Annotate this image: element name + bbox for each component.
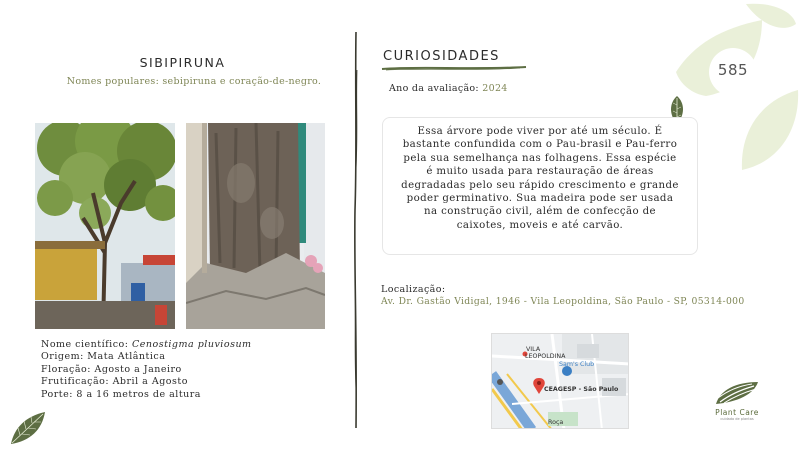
tree-title: SIBIPIRUNA: [139, 55, 226, 70]
evaluation-year: [389, 83, 508, 94]
evaluation-value: 2024: [482, 83, 508, 94]
curiosities-box: [382, 117, 698, 255]
curiosities-title: CURIOSIDADES: [383, 49, 500, 64]
map-label-sams-club: Sam's Club: [559, 361, 595, 368]
brand-name: Plant Care: [715, 408, 759, 417]
location-address[interactable]: Av. Dr. Gastão Vidigal, 1946 - Vila Leopoldina, São Paulo - SP, 05314-000: [381, 296, 745, 307]
species-specs: [41, 339, 252, 401]
origin-row: Origem: Mata Atlântica: [41, 351, 166, 363]
map-label-ceagesp: CEAGESP - São Paulo: [544, 386, 619, 393]
text-line: bastante confundida com o Pau-brasil e Pau-ferro: [402, 139, 678, 151]
tree-number: 585: [717, 61, 749, 79]
fruiting-row: Frutificação: Abril a Agosto: [41, 376, 188, 388]
evaluation-label: Ano da avaliação:: [389, 83, 479, 94]
title-underline: [380, 64, 530, 72]
text-line: Essa árvore pode viver por até um século. É: [417, 126, 663, 137]
text-line: pela sua semelhança nas folhagens. Essa espécie: [403, 152, 677, 164]
size-row: Porte: 8 a 16 metros de altura: [41, 388, 201, 400]
text-line: na construção civil, além de confecção de: [424, 206, 656, 218]
scientific-name-label: Nome científico:: [41, 339, 129, 350]
map-label-roca: Roça: [548, 419, 564, 426]
tree-trunk-photo: [186, 123, 325, 329]
text-line: degradadas pelo seu rápido crescimento e grande: [401, 179, 679, 191]
location-map[interactable]: [491, 333, 629, 429]
popular-names: Nomes populares: sebipiruna e coração-de-negro.: [66, 76, 322, 87]
leaf-shape: [742, 90, 798, 170]
brand-tagline: cuidado de plantas: [720, 417, 754, 421]
flowering-row: Floração: Agosto a Janeiro: [41, 363, 182, 375]
tree-canopy-photo: [35, 123, 175, 329]
map-label-leopoldina: LEOPOLDINA: [525, 353, 566, 360]
curiosities-text: [391, 125, 689, 232]
scientific-name-value: Cenostigma pluviosum: [131, 339, 252, 350]
text-line: é muito usada para restauração de áreas: [426, 166, 654, 178]
leaf-decoration-icon: [8, 408, 48, 446]
vertical-divider: [350, 30, 362, 430]
scientific-name-row: [41, 339, 252, 351]
location-label: Localização:: [381, 284, 446, 295]
plant-care-logo-icon: [714, 380, 760, 406]
text-line: poder germinativo. Sua madeira pode ser usada: [406, 193, 674, 205]
map-label-vila: VILA: [526, 346, 541, 353]
text-line: caixotes, moveis e até carvão.: [456, 219, 624, 231]
